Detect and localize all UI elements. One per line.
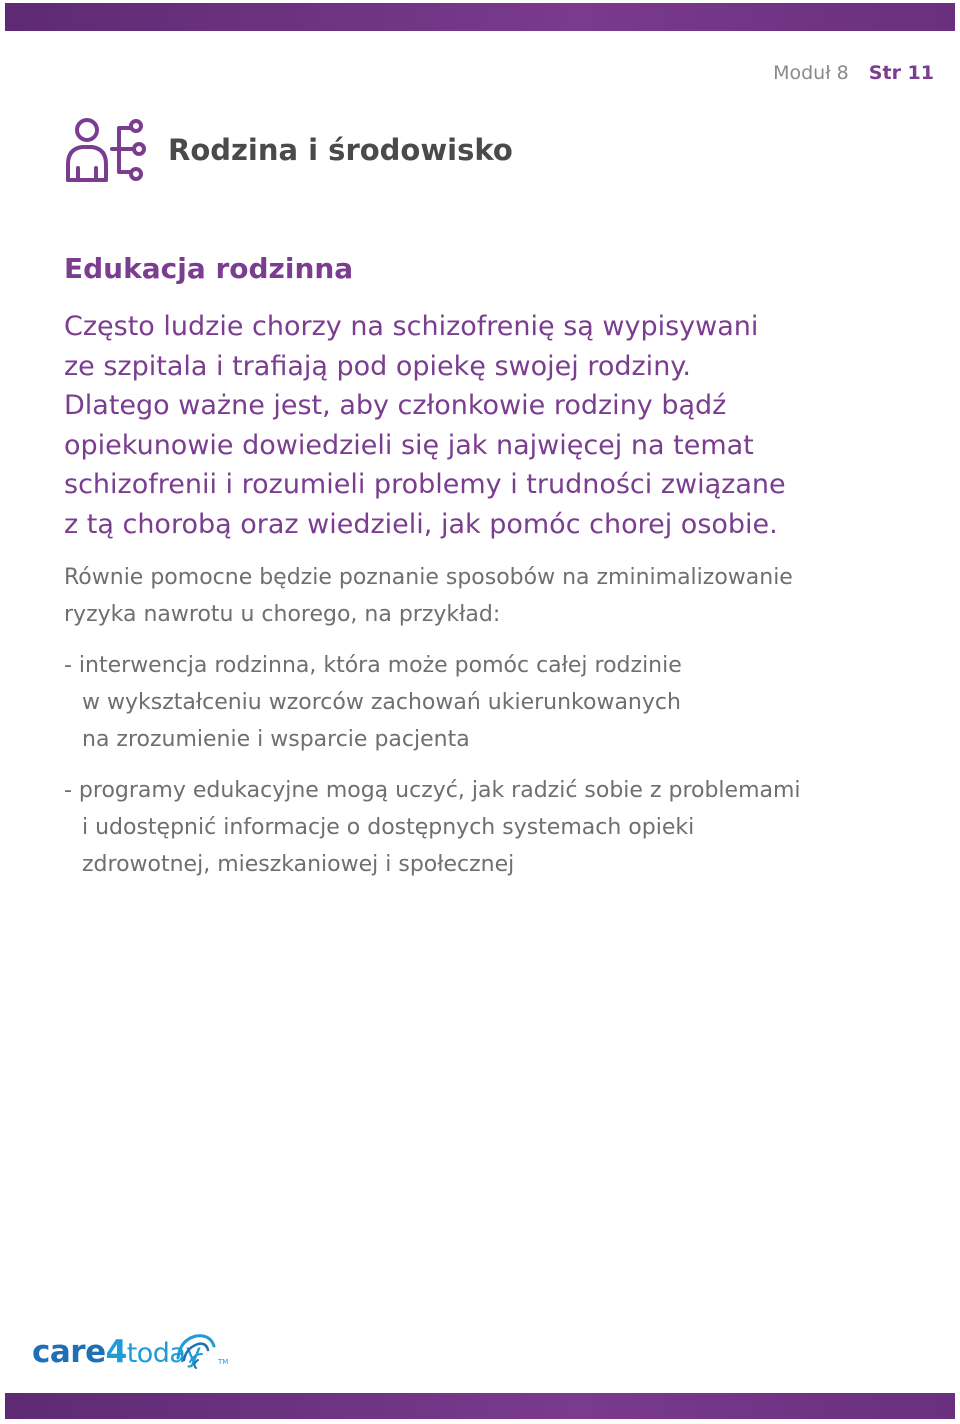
bullet-line: zdrowotnej, mieszkaniowej i społecznej xyxy=(82,852,515,877)
family-network-icon xyxy=(64,116,148,186)
page-meta xyxy=(773,62,934,84)
lead-line: schizofrenii i rozumieli problemy i trudności związane xyxy=(64,469,786,500)
logo-swirl-icon xyxy=(172,1328,218,1372)
bullet-item xyxy=(64,772,924,883)
body-line: Równie pomocne będzie poznanie sposobów na zminimalizowanie xyxy=(64,565,793,590)
top-banner xyxy=(5,3,955,31)
bottom-banner xyxy=(5,1393,955,1419)
bullet-line: na zrozumienie i wsparcie pacjenta xyxy=(82,727,470,752)
section-title: Rodzina i środowisko xyxy=(168,133,513,167)
body-paragraph xyxy=(64,559,924,633)
bullet-item xyxy=(64,647,924,758)
logo-care: care xyxy=(32,1334,106,1370)
bullet-line: - programy edukacyjne mogą uczyć, jak radzić sobie z problemami xyxy=(64,778,801,803)
care4today-logo xyxy=(32,1328,229,1376)
lead-line: Dlatego ważne jest, aby członkowie rodziny bądź xyxy=(64,390,727,421)
lead-paragraph xyxy=(64,307,864,544)
page-number: Str 11 xyxy=(868,62,934,84)
sub-heading: Edukacja rodzinna xyxy=(64,252,354,285)
logo-four: 4 xyxy=(105,1334,127,1370)
body-line: ryzyka nawrotu u chorego, na przykład: xyxy=(64,602,501,627)
logo-today: today xyxy=(126,1338,201,1369)
bullet-line: w wykształceniu wzorców zachowań ukierunkowanych xyxy=(82,690,681,715)
module-label: Moduł 8 xyxy=(773,62,849,84)
lead-line: ze szpitala i trafiają pod opiekę swojej rodziny. xyxy=(64,350,692,382)
lead-line: Często ludzie chorzy na schizofrenię są wypisywani xyxy=(64,311,759,342)
trademark: TM xyxy=(218,1358,229,1366)
bullet-line: - interwencja rodzinna, która może pomóc całej rodzinie xyxy=(64,653,682,678)
bullet-line: i udostępnić informacje o dostępnych systemach opieki xyxy=(82,815,695,840)
lead-line: opiekunowie dowiedzieli się jak najwięcej na temat xyxy=(64,429,754,461)
lead-line: z tą chorobą oraz wiedzieli, jak pomóc chorej osobie. xyxy=(64,508,778,540)
